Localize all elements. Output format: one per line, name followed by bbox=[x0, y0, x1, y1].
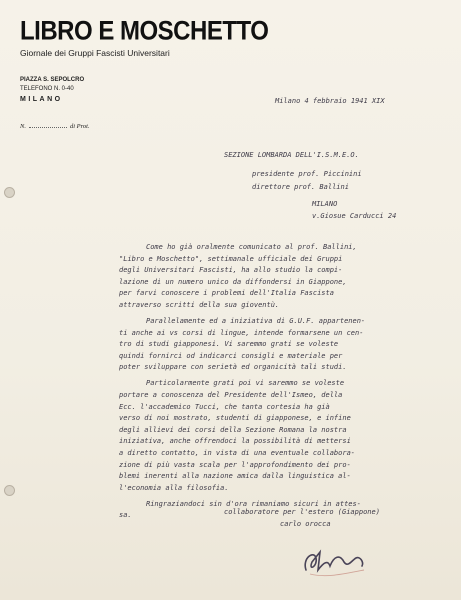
recipient-line: presidente prof. Piccinini bbox=[252, 170, 362, 178]
recipient-line: direttore prof. Ballini bbox=[252, 183, 349, 191]
body-line: a diretto contatto, in vista di una eventuale collabora- bbox=[119, 449, 356, 457]
body-line: poter sviluppare con serietà ed organicità tali studi. bbox=[119, 363, 347, 372]
protocol-number-label: N. bbox=[20, 123, 26, 130]
letterhead-phone-line: TELEFONO N. 0-40 bbox=[20, 86, 74, 92]
body-line: Particolarmente grati poi vi saremmo se voleste bbox=[146, 379, 345, 388]
body-line: Ecc. l'accademico Tucci, che tanta cortesia ha già bbox=[119, 402, 330, 411]
recipient-line: MILANO bbox=[312, 200, 338, 208]
punch-hole bbox=[4, 187, 15, 198]
protocol-blank-line bbox=[29, 127, 67, 128]
recipient-line: v.Giosue Carducci 24 bbox=[312, 212, 397, 220]
body-line: lazione di un numero unico da diffondersi in Giappone, bbox=[119, 277, 347, 286]
protocol-field bbox=[20, 123, 130, 130]
letterhead-title: LIBRO E MOSCHETTO bbox=[20, 16, 269, 47]
body-line: quindi fornirci od indicarci consigli e materiale per bbox=[119, 351, 343, 360]
body-line: Ringraziandoci sin d'ora rimaniamo sicuri in attes- bbox=[146, 499, 361, 508]
body-line: blemi inerenti alla nazione amica dalla linguistica al- bbox=[119, 472, 351, 481]
body-line: sa. bbox=[119, 511, 132, 520]
body-line: Parallelamente ed a iniziativa di G.U.F. appartenen- bbox=[146, 317, 366, 325]
date-line: Milano 4 febbraio 1941 XIX bbox=[275, 97, 385, 105]
body-line: ti anche ai vs corsi di lingue, intende formarsene un cen- bbox=[119, 328, 364, 337]
body-line: degli Universitari Fascisti, ha allo studio la compi- bbox=[119, 266, 343, 275]
closing-line: collaboratore per l'estero (Giappone) bbox=[224, 508, 380, 516]
letterhead-city-line: MILANO bbox=[20, 96, 63, 103]
body-line: per farvi conoscere i problemi dell'Italia Fascista bbox=[119, 289, 334, 298]
punch-hole bbox=[4, 485, 15, 496]
protocol-label: di Prot. bbox=[69, 123, 90, 130]
recipient-line: SEZIONE LOMBARDA DELL'I.S.M.E.O. bbox=[224, 151, 359, 159]
letterhead-address-line: PIAZZA S. SEPOLCRO bbox=[20, 77, 85, 83]
body-line: l'economia alla filosofia. bbox=[119, 483, 229, 492]
body-line: zione di più vasta scala per l'approfondimento dei pro- bbox=[119, 460, 351, 469]
body-line: tro di studi giapponesi. Vi saremmo grati se voleste bbox=[119, 340, 339, 349]
body-line: iniziativa, anche offrendoci la possibilità di mettersi bbox=[119, 437, 351, 446]
body-line: "Libro e Moschetto", settimanale ufficiale dei Gruppi bbox=[119, 254, 343, 263]
body-line: portare a conoscenza del Presidente dell'Ismeo, della bbox=[119, 391, 343, 399]
handwritten-signature bbox=[300, 540, 368, 580]
body-line: Come ho già oralmente comunicato al prof. Ballini, bbox=[146, 243, 357, 251]
body-line: attraverso scritti della sua gioventù. bbox=[119, 301, 280, 309]
body-line: verso di noi mostrato, studenti di giapponese, e infine bbox=[119, 414, 351, 423]
body-line: degli allievi dei corsi della Sezione Romana la nostra bbox=[119, 425, 347, 434]
closing-line: carlo orocca bbox=[280, 520, 331, 528]
letterhead-subtitle: Giornale dei Gruppi Fascisti Universitari bbox=[20, 48, 170, 58]
